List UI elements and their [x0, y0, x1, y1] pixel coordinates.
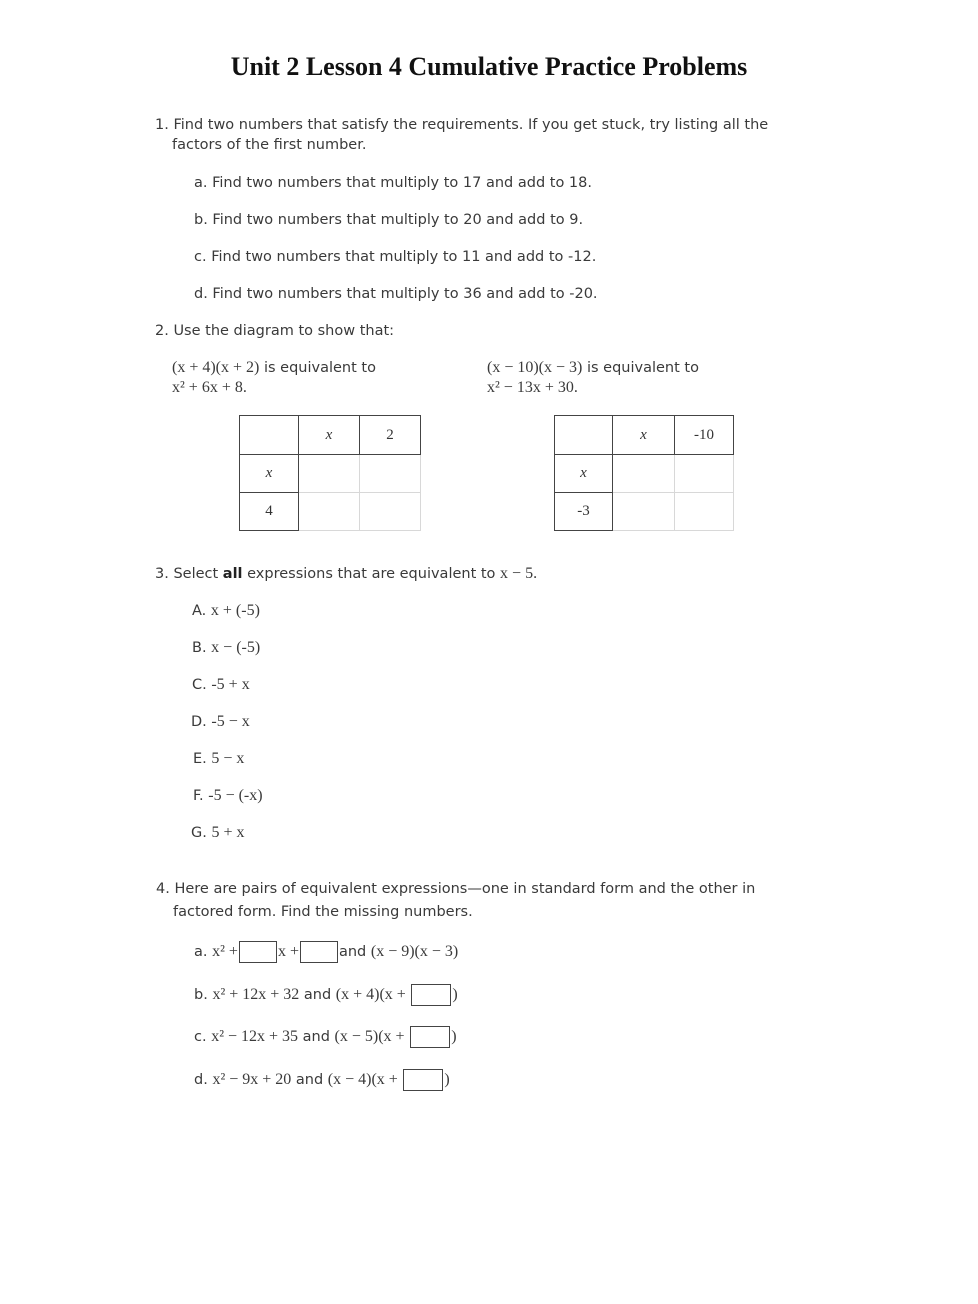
- standard-form-text: x² − 9x + 20: [212, 1071, 292, 1088]
- q4-part-d: [194, 1069, 450, 1091]
- q4-stem-line2: factored form. Find the missing numbers.: [173, 904, 473, 920]
- option-letter: B.: [192, 640, 207, 656]
- q3-stem: [155, 565, 537, 583]
- factored-form-text: (x + 4)(x +: [335, 986, 406, 1003]
- factored-form-text: (x − 9)(x − 3): [370, 943, 459, 960]
- standard-form-text: x² + 12x + 32: [212, 986, 300, 1003]
- diagram-col-label: x: [299, 416, 360, 455]
- part-label: d.: [194, 1072, 208, 1088]
- standard-form-text: x² − 12x + 35: [211, 1028, 299, 1045]
- part-label: a.: [194, 944, 208, 960]
- q3-option-e[interactable]: [193, 750, 244, 768]
- q3-stem-text: expressions that are equivalent to: [242, 566, 501, 582]
- diagram-row-label: x: [555, 455, 613, 493]
- q2-right-expr: (x − 10)(x − 3): [487, 359, 583, 376]
- option-expr: 5 + x: [211, 824, 245, 841]
- q3-option-a[interactable]: [192, 602, 260, 620]
- diagram-product-cell[interactable]: [613, 493, 675, 531]
- q1-stem-line2: factors of the first number.: [172, 137, 367, 153]
- close-paren: ): [444, 1071, 450, 1088]
- and-text: and: [303, 987, 332, 1003]
- q2-right-result: x² − 13x + 30.: [487, 379, 578, 396]
- standard-form-text: x² +: [212, 943, 238, 960]
- q2-left-result: x² + 6x + 8.: [172, 379, 247, 396]
- option-expr: -5 + x: [211, 676, 250, 693]
- q2-stem: 2. Use the diagram to show that:: [155, 323, 395, 339]
- missing-number-box[interactable]: [300, 941, 338, 963]
- missing-number-box[interactable]: [239, 941, 277, 963]
- diagram-product-cell[interactable]: [675, 455, 734, 493]
- q1-stem-line1: 1. Find two numbers that satisfy the requirements. If you get stuck, try listing all the: [155, 117, 769, 133]
- missing-number-box[interactable]: [410, 1026, 450, 1048]
- option-letter: D.: [191, 714, 207, 730]
- diagram-row-label: -3: [555, 493, 613, 531]
- missing-number-box[interactable]: [403, 1069, 443, 1091]
- option-expr: x − (-5): [211, 639, 261, 656]
- q2-right-statement: [487, 359, 699, 377]
- missing-number-box[interactable]: [411, 984, 451, 1006]
- diagram-row-label: x: [240, 455, 299, 493]
- q2-left-expr: (x + 4)(x + 2): [172, 359, 260, 376]
- q3-option-c[interactable]: [192, 676, 250, 694]
- q2-left-statement: [172, 359, 376, 377]
- q2-right-equiv: is equivalent to: [586, 360, 699, 376]
- q3-option-f[interactable]: [193, 787, 263, 805]
- option-expr: -5 − x: [211, 713, 250, 730]
- factored-form-text: (x − 5)(x +: [334, 1028, 405, 1045]
- close-paren: ): [452, 986, 458, 1003]
- q3-option-g[interactable]: [191, 824, 245, 842]
- q2-left-equiv: is equivalent to: [263, 360, 376, 376]
- diagram-col-label: -10: [675, 416, 734, 455]
- diagram-row-label: 4: [240, 493, 299, 531]
- q3-stem-emphasis: all: [222, 566, 243, 582]
- diagram-col-label: 2: [360, 416, 421, 455]
- part-label: b.: [194, 987, 208, 1003]
- q2-right-area-diagram: [554, 415, 734, 531]
- option-expr: 5 − x: [211, 750, 245, 767]
- diagram-product-cell[interactable]: [675, 493, 734, 531]
- diagram-product-cell[interactable]: [613, 455, 675, 493]
- and-text: and: [302, 1029, 330, 1045]
- q2-left-area-diagram: [239, 415, 421, 531]
- diagram-product-cell[interactable]: [360, 493, 421, 531]
- q3-option-d[interactable]: [191, 713, 250, 731]
- option-expr: -5 − (-x): [208, 787, 263, 804]
- diagram-corner-cell: [555, 416, 613, 455]
- q1-part-a: a. Find two numbers that multiply to 17 and add to 18.: [194, 175, 592, 191]
- diagram-col-label: x: [613, 416, 675, 455]
- q4-part-b: [194, 984, 458, 1006]
- q1-part-c: c. Find two numbers that multiply to 11 and add to -12.: [194, 249, 597, 265]
- part-label: c.: [194, 1029, 207, 1045]
- factored-form-text: (x − 4)(x +: [327, 1071, 398, 1088]
- option-letter: F.: [193, 788, 204, 804]
- q3-stem-expr: x − 5.: [500, 565, 538, 582]
- and-text: and: [295, 1072, 324, 1088]
- q3-option-b[interactable]: [192, 639, 260, 657]
- diagram-product-cell[interactable]: [299, 493, 360, 531]
- diagram-product-cell[interactable]: [360, 455, 421, 493]
- diagram-corner-cell: [240, 416, 299, 455]
- option-letter: A.: [192, 603, 207, 619]
- option-letter: E.: [193, 751, 207, 767]
- close-paren: ): [451, 1028, 457, 1045]
- q4-part-c: [194, 1026, 457, 1048]
- q3-stem-text: 3. Select: [155, 566, 223, 582]
- option-letter: C.: [192, 677, 207, 693]
- standard-form-text: x +: [277, 943, 299, 960]
- option-letter: G.: [191, 825, 207, 841]
- q1-part-d: d. Find two numbers that multiply to 36 and add to -20.: [194, 286, 598, 302]
- diagram-product-cell[interactable]: [299, 455, 360, 493]
- q4-part-a: [194, 941, 458, 963]
- and-text: and: [338, 944, 367, 960]
- page-title: Unit 2 Lesson 4 Cumulative Practice Problems: [230, 52, 748, 81]
- option-expr: x + (-5): [210, 602, 260, 619]
- q1-part-b: b. Find two numbers that multiply to 20 and add to 9.: [194, 212, 584, 228]
- q4-stem-line1: 4. Here are pairs of equivalent expressions—one in standard form and the other in: [156, 881, 756, 897]
